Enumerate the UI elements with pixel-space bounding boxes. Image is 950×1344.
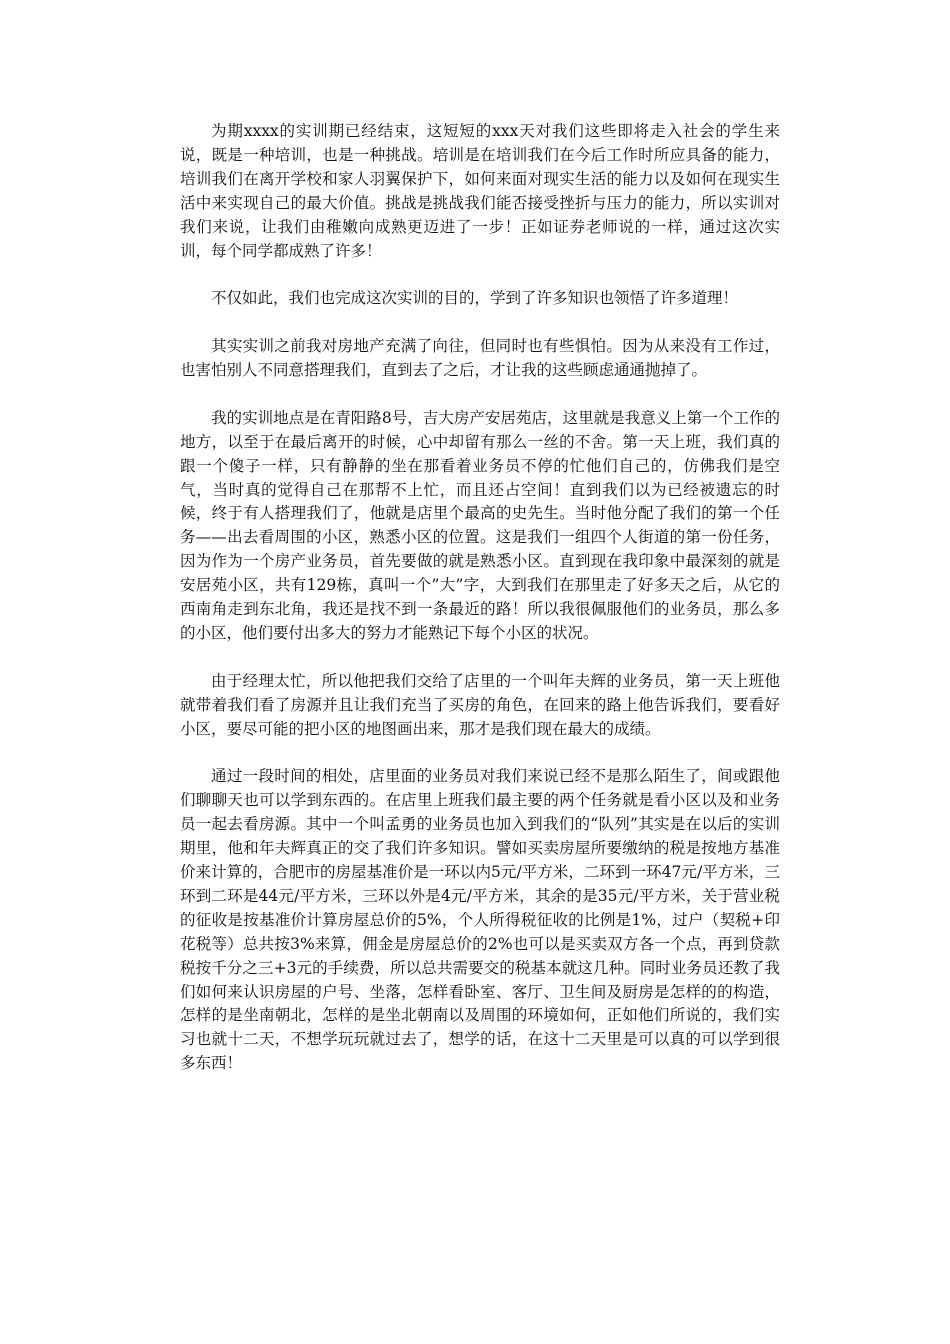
- paragraph-5: 由于经理太忙，所以他把我们交给了店里的一个叫年夫辉的业务员，第一天上班他就带着我们看了房源并且让我们充当了买房的角色，在回来的路上他告诉我们，要看好小区，要尽可能的把小区的地图画出来，那才是我们现在最大的成绩。: [180, 671, 780, 738]
- paragraph-2: 不仅如此，我们也完成这次实训的目的，学到了许多知识也领悟了许多道理！: [211, 289, 739, 308]
- paragraph-3: 其实实训之前我对房地产充满了向往，但同时也有些惧怕。因为从来没有工作过，也害怕别人不同意搭理我们，直到去了之后，才让我的这些顾虑通通抛掉了。: [180, 337, 780, 380]
- paragraph-6: 通过一段时间的相处，店里面的业务员对我们来说已经不是那么陌生了，间或跟他们聊聊天也可以学到东西的。在店里上班我们最主要的两个任务就是看小区以及和业务员一起去看房源。其中一个叫孟勇的业务员也加入到我们的“队列”其实是在以后的实训期里，他和年夫辉真正的交了我们许多知识。譬如买卖房屋所要缴纳的税是按地方基准价来计算的，合肥市的房屋基准价是一环以内5元/平方米，二环到一环47元/平方米，三环到二环是44元/平方米，三环以外是4元/平方米，其余的是35元/平方米，关于营业税的征收是按基准价计算房屋总价的5%，个人所得税征收的比例是1%，过户（契税+印花税等）总共按3%来算，佣金是房屋总价的2%也可以是买卖双方各一个点，再到贷款税按千分之三+3元的手续费，所以总共需要交的税基本就这几种。同时业务员还教了我们如何来认识房屋的户号、坐落，怎样看卧室、客厅、卫生间及厨房是怎样的的构造，怎样的是坐南朝北，怎样的是坐北朝南以及周围的环境如何，正如他们所说的，我们实习也就十二天，不想学玩玩就过去了，想学的话，在这十二天里是可以真的可以学到很多东西！: [180, 767, 780, 1073]
- paragraph-4: 我的实训地点是在青阳路8号，吉大房产安居苑店，这里就是我意义上第一个工作的地方，以至于在最后离开的时候，心中却留有那么一丝的不舍。第一天上班，我们真的跟一个傻子一样，只有静静的坐在那看着业务员不停的忙他们自己的，仿佛我们是空气，当时真的觉得自己在那帮不上忙，而且还占空间！直到我们以为已经被遗忘的时候，终于有人搭理我们了，他就是店里个最高的史先生。当时他分配了我们的第一个任务——出去看周围的小区，熟悉小区的位置。这是我们一组四个人街道的第一份任务，因为作为一个房产业务员，首先要做的就是熟悉小区。直到现在我印象中最深刻的就是安居苑小区，共有129栋，真叫一个”大”字，大到我们在那里走了好多天之后，从它的西南角走到东北角，我还是找不到一条最近的路！所以我很佩服他们的业务员，那么多的小区，他们要付出多大的努力才能熟记下每个小区的状况。: [180, 408, 780, 642]
- paragraph-1: 为期xxxx的实训期已经结束，这短短的xxx天对我们这些即将走入社会的学生来说，既是一种培训，也是一种挑战。培训是在培训我们在今后工作时所应具备的能力，培训我们在离开学校和家人羽翼保护下，如何来面对现实生活的能力以及如何在现实生活中来实现自己的最大价值。挑战是挑战我们能否接受挫折与压力的能力，所以实训对我们来说，让我们由稚嫩向成熟更迈进了一步！正如证券老师说的一样，通过这次实训，每个同学都成熟了许多！: [180, 122, 780, 260]
- document-body: [180, 120, 780, 1076]
